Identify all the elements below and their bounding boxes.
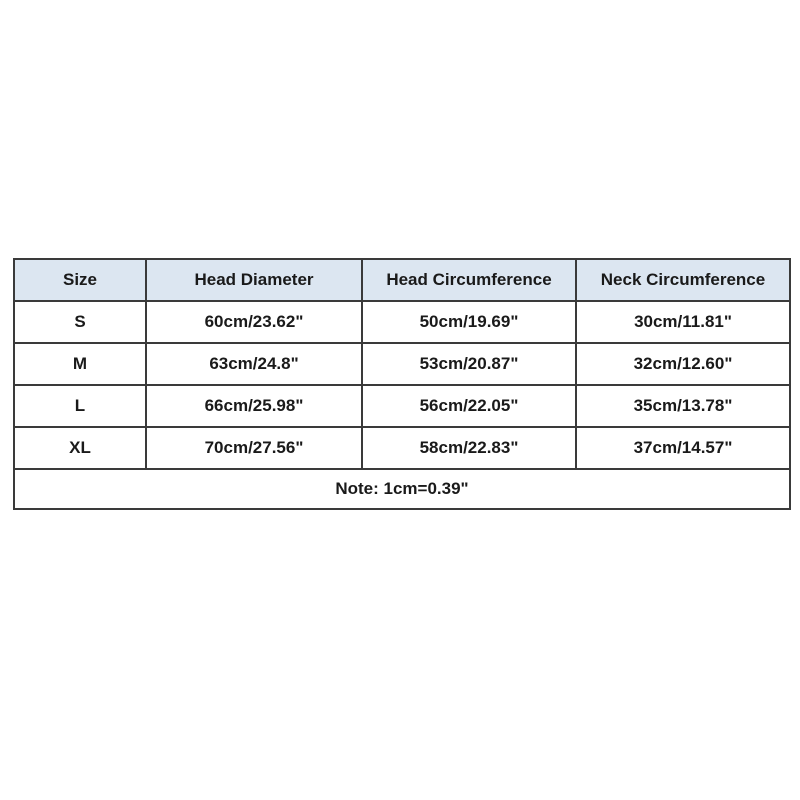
head-circumference-cell: 58cm/22.83" — [362, 427, 576, 469]
conversion-note: Note: 1cm=0.39" — [14, 469, 790, 509]
head-circumference-cell: 50cm/19.69" — [362, 301, 576, 343]
neck-circumference-cell: 37cm/14.57" — [576, 427, 790, 469]
head-circumference-cell: 53cm/20.87" — [362, 343, 576, 385]
header-size: Size — [14, 259, 146, 301]
header-head-circumference: Head Circumference — [362, 259, 576, 301]
head-diameter-cell: 60cm/23.62" — [146, 301, 362, 343]
size-cell: L — [14, 385, 146, 427]
head-diameter-cell: 63cm/24.8" — [146, 343, 362, 385]
table-row — [14, 343, 790, 385]
head-circumference-cell: 56cm/22.05" — [362, 385, 576, 427]
head-diameter-cell: 70cm/27.56" — [146, 427, 362, 469]
neck-circumference-cell: 35cm/13.78" — [576, 385, 790, 427]
table-row — [14, 385, 790, 427]
size-chart-table — [13, 258, 791, 510]
size-cell: S — [14, 301, 146, 343]
table-row — [14, 301, 790, 343]
header-neck-circumference: Neck Circumference — [576, 259, 790, 301]
table-row — [14, 427, 790, 469]
size-cell: XL — [14, 427, 146, 469]
head-diameter-cell: 66cm/25.98" — [146, 385, 362, 427]
neck-circumference-cell: 32cm/12.60" — [576, 343, 790, 385]
header-row — [14, 259, 790, 301]
note-row — [14, 469, 790, 509]
header-head-diameter: Head Diameter — [146, 259, 362, 301]
size-cell: M — [14, 343, 146, 385]
neck-circumference-cell: 30cm/11.81" — [576, 301, 790, 343]
